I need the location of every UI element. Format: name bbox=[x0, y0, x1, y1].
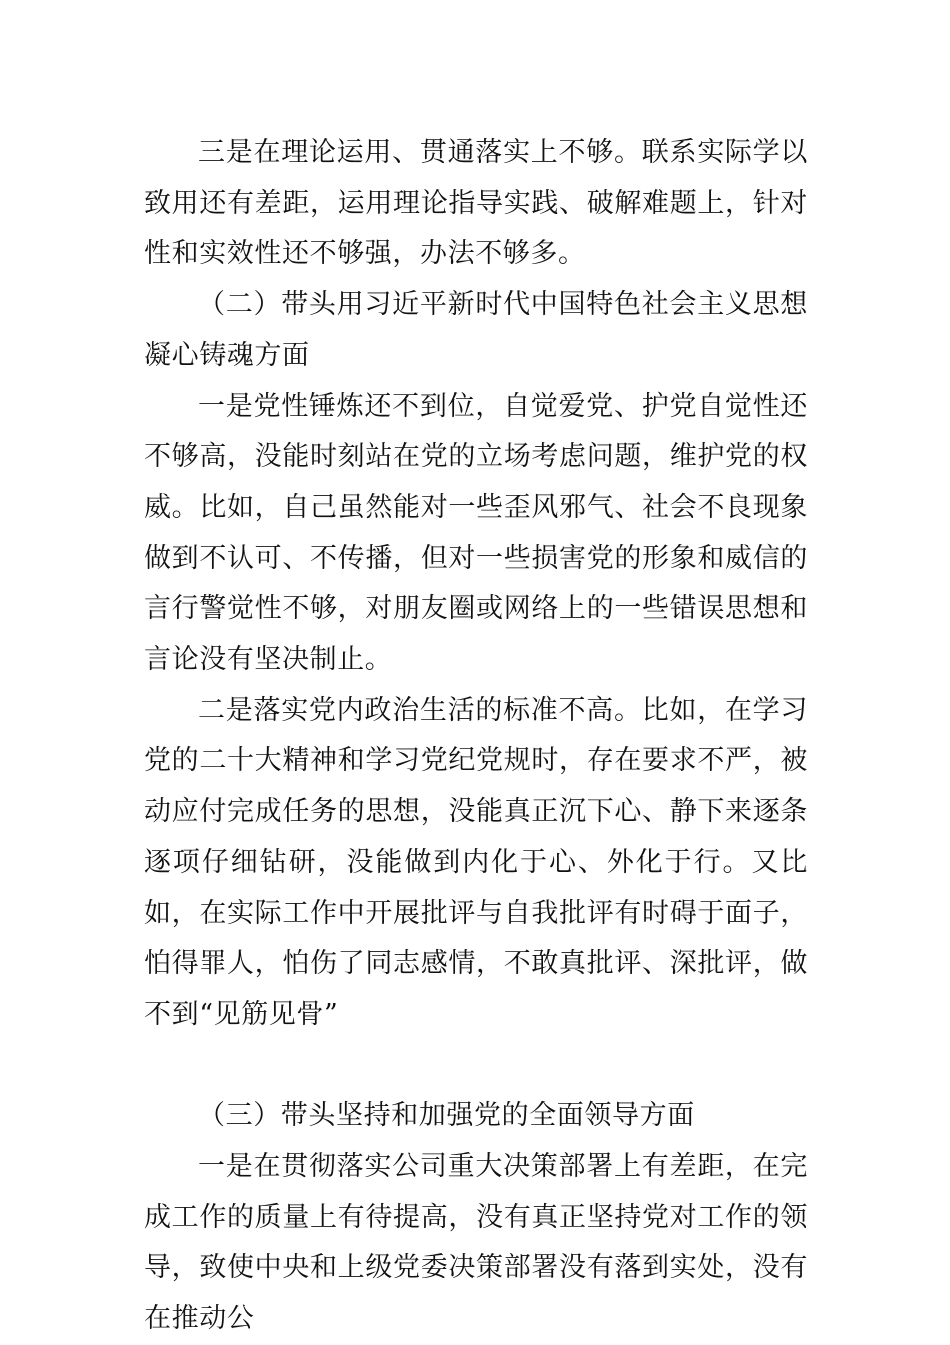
section-heading-2: （二）带头用习近平新时代中国特色社会主义思想凝心铸魂方面 bbox=[144, 289, 808, 371]
paragraph-theory-application: 三是在理论运用、贯通落实上不够。联系实际学以致用还有差距，运用理论指导实践、破解难题上，针对性和实效性还不够强，办法不够多。 bbox=[144, 137, 808, 270]
paragraph-party-spirit: 一是党性锤炼还不到位，自觉爱党、护党自觉性还不够高，没能时刻站在党的立场考虑问题，维护党的权威。比如，自己虽然能对一些歪风邪气、社会不良现象做到不认可、不传播，但对一些损害党的形象和威信的言行警觉性不够，对朋友圈或网络上的一些错误思想和言论没有坚决制止。 bbox=[144, 390, 808, 676]
paragraph-decision-implementation: 一是在贯彻落实公司重大决策部署上有差距，在完成工作的质量上有待提高，没有真正坚持党对工作的领导，致使中央和上级党委决策部署没有落到实处，没有在推动公 bbox=[144, 1151, 808, 1335]
section-heading-3: （三）带头坚持和加强党的全面领导方面 bbox=[198, 1100, 695, 1132]
blank-line bbox=[144, 1041, 808, 1092]
paragraph-political-life: 二是落实党内政治生活的标准不高。比如，在学习党的二十大精神和学习党纪党规时，存在要求不严，被动应付完成任务的思想，没能真正沉下心、静下来逐条逐项仔细钻研，没能做到内化于心、外化于行。又比如，在实际工作中开展批评与自我批评有时碍于面子，怕得罪人，怕伤了同志感情，不敢真批评、深批评，做不到“见筋见骨” bbox=[144, 694, 808, 1030]
document-body bbox=[144, 128, 808, 1345]
